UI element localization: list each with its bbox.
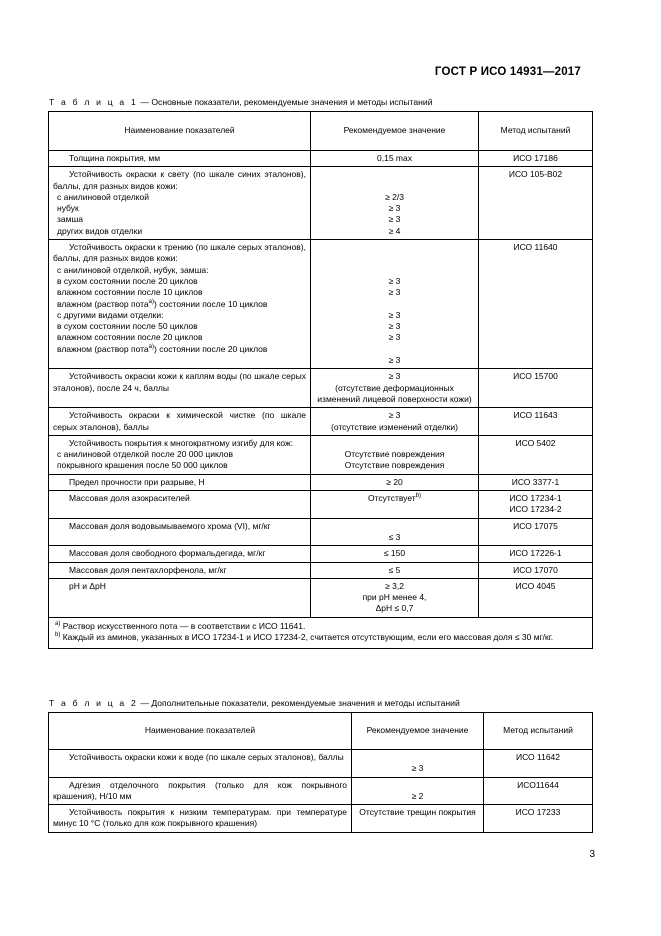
row-value: Отсутствует (367, 493, 416, 504)
row-value: ≥ 3 (388, 410, 401, 421)
row-method: ИСО 17234-1 (509, 493, 562, 504)
row-value: ≥ 3 (411, 763, 424, 774)
table1 (48, 111, 593, 649)
row-method: ИСО 17075 (513, 520, 558, 531)
row-subitem: с другими видами отделки: (57, 309, 164, 320)
table1-caption-text: — Основные показатели, рекомендуемые значения и методы испытаний (137, 97, 433, 107)
row-value: ΔpH ≤ 0,7 (375, 603, 414, 614)
row-value: ≥ 3 (388, 355, 401, 366)
row-name: Массовая доля азокрасителей (69, 493, 190, 504)
row-name: Устойчивость покрытия к многократному изгибу для кож: (69, 437, 294, 448)
row-subitem: других видов отделки (57, 225, 143, 236)
table1-col-value: Рекомендуемое значение (311, 112, 479, 151)
row-method: ИСО11644 (517, 779, 559, 790)
row-value: ≤ 150 (383, 548, 406, 559)
row-method: ИСО 11643 (513, 410, 558, 421)
row-name: Устойчивость окраски к трению (по шкале серых эталонов), баллы, для разных видов кожи: (53, 242, 306, 264)
row-name: Устойчивость окраски к химической чистке (по шкале серых эталонов), баллы (53, 410, 306, 432)
row-name: Массовая доля водовымываемого хрома (VI), мг/кг (69, 520, 271, 531)
table-row (49, 369, 593, 408)
row-method: ИСО 11640 (513, 242, 558, 253)
row-value: ≥ 3 (388, 309, 401, 320)
table2-col-value: Рекомендуемое значение (352, 713, 484, 750)
table2 (48, 712, 593, 833)
row-name: Массовая доля пентахлорфенола, мг/кг (69, 564, 227, 575)
row-value: Отсутствие повреждения (344, 449, 445, 460)
standard-designation: ГОСТ Р ИСО 14931—2017 (434, 66, 581, 78)
footnote-ref: b) (415, 493, 421, 500)
row-value: ≥ 3 (388, 321, 401, 332)
table-row (49, 777, 593, 805)
row-value: ≥ 2 (411, 790, 424, 801)
row-name: Предел прочности при разрыве, Н (69, 476, 205, 487)
table2-caption-text: — Дополнительные показатели, рекомендуемые значения и методы испытаний (137, 698, 460, 708)
row-value: (отсутствие деформационных изменений лицевой поверхности кожи) (317, 382, 472, 404)
row-method: ИСО 105-B02 (508, 169, 563, 180)
table1-caption-label: Т а б л и ц а 1 (49, 97, 138, 107)
row-method: ИСО 3377-1 (511, 476, 560, 487)
row-value: Отсутствие трещин покрытия (359, 807, 476, 818)
footnote: $^{a)}$ Раствор искусственного пота — в соответствии с ИСО 11641. (55, 620, 306, 631)
row-value: ≥ 3 (388, 275, 401, 286)
row-value: ≥ 20 (386, 476, 403, 487)
row-name: Массовая доля свободного формальдегида, мг/кг (69, 548, 266, 559)
table1-notes (49, 617, 593, 648)
row-value: ≥ 3,2 (385, 580, 404, 591)
row-name: Устойчивость покрытия к низким температурам. при температуре минус 10 °С (только для кож покрывного крашения) (53, 807, 347, 829)
footnote: $^{b)}$ Каждый из аминов, указанных в ИСО 17234-1 и ИСО 17234-2, считается отсутствующим, если его массовая доля ≤ 30 мг/кг. (55, 632, 554, 643)
row-value: (отсутствие изменений отделки) (331, 421, 458, 432)
table1-col-method: Метод испытаний (479, 112, 593, 151)
row-subitem: влажном (раствор пота$^{a)}$) состоянии после 10 циклов (57, 298, 268, 309)
row-subitem: нубук (57, 203, 79, 214)
table-row (49, 491, 593, 519)
page-number: 3 (589, 849, 595, 860)
row-method: ИСО 17226-1 (509, 548, 562, 559)
row-subitem: в сухом состоянии после 50 циклов (57, 321, 198, 332)
row-subitem: с анилиновой отделкой после 20 000 циклов (57, 449, 234, 460)
row-name: pH и ΔpH (69, 580, 106, 591)
table-row (49, 805, 593, 833)
row-subitem: замша (57, 214, 84, 225)
table2-header-row (49, 713, 593, 750)
row-value: ≥ 3 (388, 371, 401, 382)
table-row (49, 240, 593, 369)
table1-caption (49, 97, 433, 108)
table-row (49, 474, 593, 490)
table-row (49, 518, 593, 546)
table2-col-method: Метод испытаний (484, 713, 593, 750)
row-value: ≤ 5 (388, 564, 401, 575)
row-value: ≥ 3 (388, 287, 401, 298)
row-value: Отсутствие повреждения (344, 460, 445, 471)
row-subitem: с анилиновой отделкой (57, 191, 149, 202)
table-row (49, 578, 593, 617)
row-method: ИСО 17070 (513, 564, 558, 575)
row-name: Толщина покрытия, мм (69, 153, 161, 163)
row-method: ИСО 17233 (515, 807, 561, 818)
table-row (49, 167, 593, 240)
table2-caption-label: Т а б л и ц а 2 (49, 698, 138, 708)
row-method: ИСО 17186 (513, 153, 558, 163)
row-value: 0,15 max (377, 153, 412, 163)
table-row (49, 151, 593, 167)
table-row (49, 435, 593, 474)
row-subitem: влажном (раствор пота$^{a)}$) состоянии после 20 циклов (57, 343, 268, 354)
table-row (49, 546, 593, 562)
row-value: ≥ 2/3 (385, 191, 404, 202)
row-subitem: влажном состоянии после 10 циклов (57, 287, 203, 298)
row-value: ≤ 3 (388, 531, 401, 542)
row-method: ИСО 4045 (515, 580, 556, 591)
table2-col-name: Наименование показателей (49, 713, 352, 750)
row-subitem: в сухом состоянии после 20 циклов (57, 275, 198, 286)
table-row (49, 408, 593, 436)
table1-header-row (49, 112, 593, 151)
row-subitem: влажном состоянии после 20 циклов (57, 332, 203, 343)
row-name: Устойчивость окраски кожи к воде (по шкале серых эталонов), баллы (69, 752, 344, 762)
table1-col-name: Наименование показателей (49, 112, 311, 151)
row-name: Адгезия отделочного покрытия (только для кож покрывного крашения), Н/10 мм (53, 779, 347, 801)
row-method: ИСО 17234-2 (509, 504, 562, 515)
table2-caption (49, 698, 460, 709)
row-value: ≥ 4 (388, 225, 401, 236)
row-subitem: покрывного крашения после 50 000 циклов (57, 460, 228, 471)
row-name: Устойчивость окраски к свету (по шкале синих эталонов), баллы, для разных видов кожи: (53, 169, 306, 191)
row-method: ИСО 11642 (515, 752, 561, 762)
table-row (49, 750, 593, 778)
row-value: при pH менее 4, (362, 592, 427, 603)
row-value: ≥ 3 (388, 214, 401, 225)
row-method: ИСО 5402 (515, 437, 556, 448)
row-value: ≥ 3 (388, 332, 401, 343)
row-name: Устойчивость окраски кожи к каплям воды (по шкале серых эталонов), после 24 ч, баллы (53, 371, 306, 393)
row-value: ≥ 3 (388, 203, 401, 214)
row-subitem: с анилиновой отделкой, нубук, замша: (57, 264, 209, 275)
table-row (49, 562, 593, 578)
row-method: ИСО 15700 (513, 371, 558, 382)
